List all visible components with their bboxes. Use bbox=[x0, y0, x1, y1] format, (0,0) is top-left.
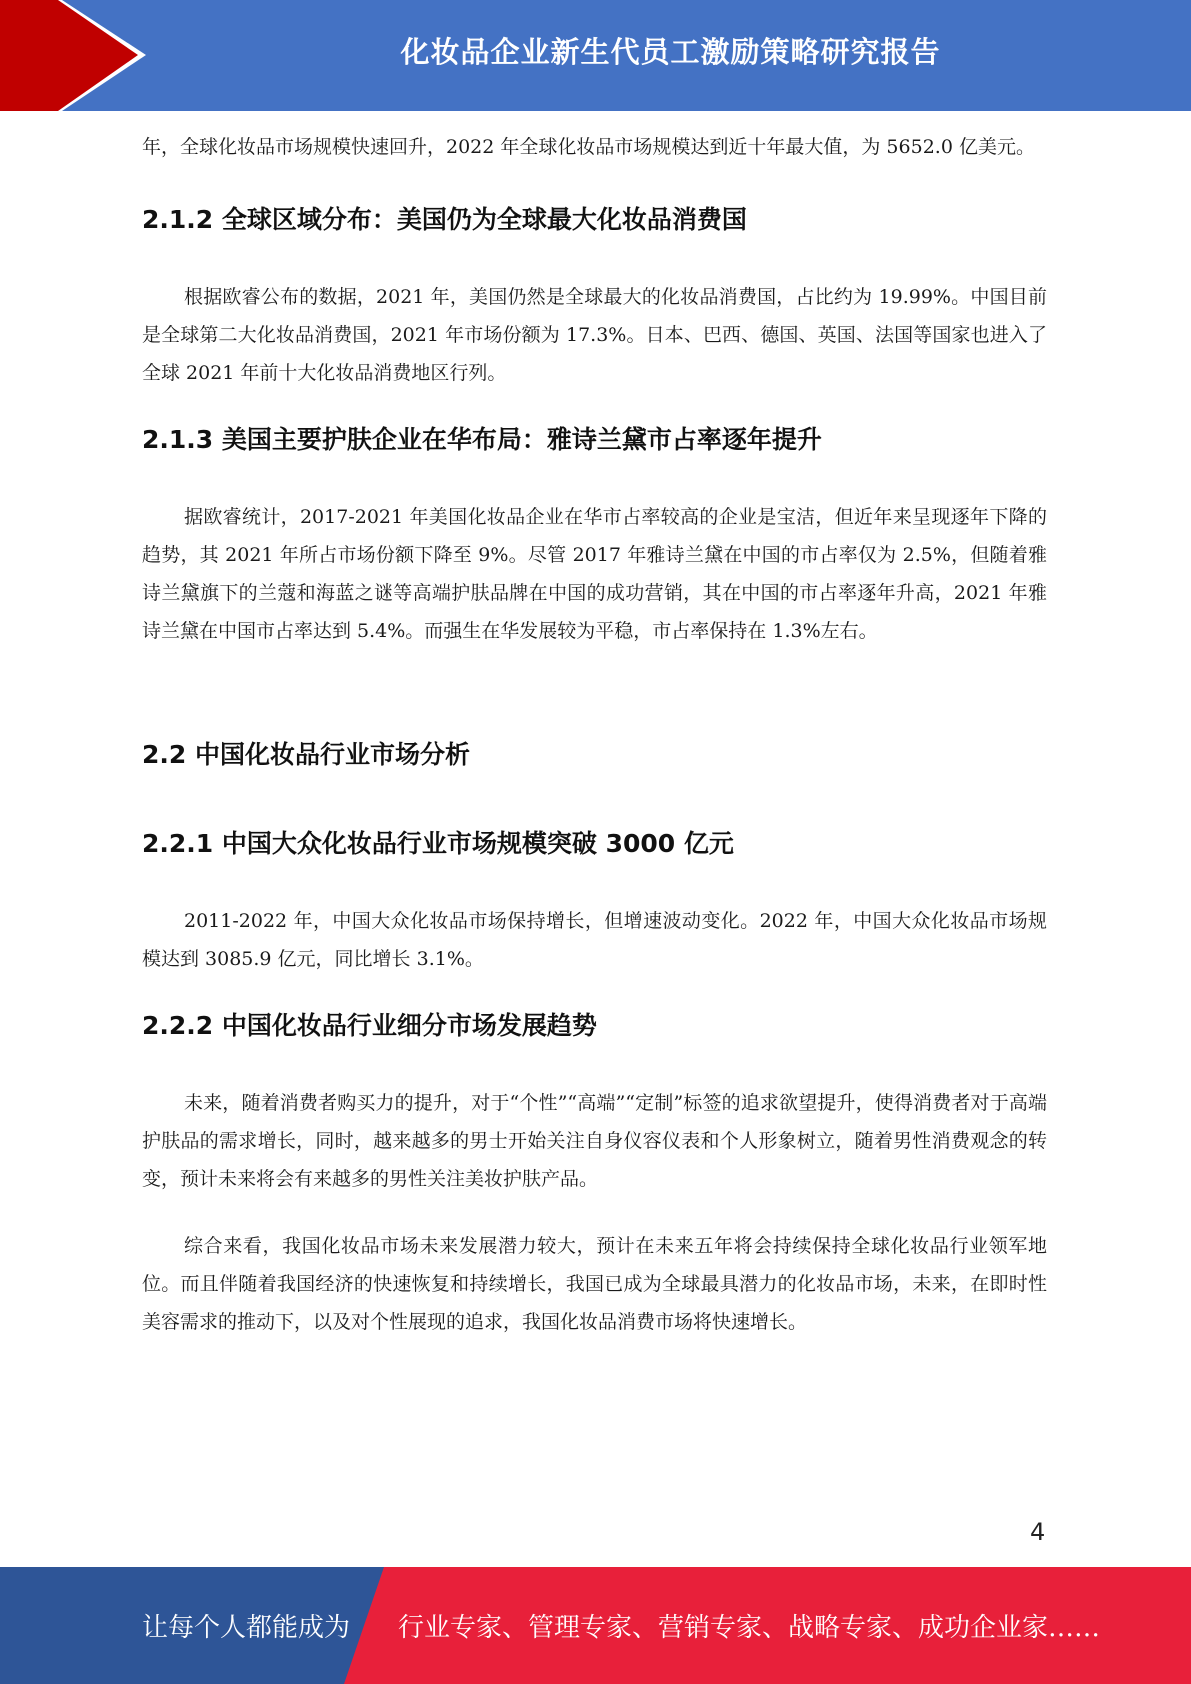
header-arrow-decoration bbox=[0, 0, 160, 111]
paragraph-market-scale: 年，全球化妆品市场规模快速回升，2022 年全球化妆品市场规模达到近十年最大值，为 5652.0 亿美元。 bbox=[142, 136, 1035, 158]
paragraph-trend-future: 未来，随着消费者购买力的提升，对于“个性”“高端”“定制”标签的追求欲望提升，使得消费者对于高端护肤品的需求增长，同时，越来越多的男士开始关注自身仪容仪表和个人形象树立，随着男性消费观念的转变，预计未来将会有来越多的男性关注美妆护肤产品。 bbox=[142, 1092, 1047, 1190]
heading-2-1-3: 2.1.3 美国主要护肤企业在华布局：雅诗兰黛市占率逐年提升 bbox=[142, 425, 822, 454]
footer-bar bbox=[0, 1567, 1191, 1684]
heading-2-2-2: 2.2.2 中国化妆品行业细分市场发展趋势 bbox=[142, 1011, 597, 1040]
paragraph-china-mass-market: 2011-2022 年，中国大众化妆品市场保持增长，但增速波动变化。2022 年，中国大众化妆品市场规模达到 3085.9 亿元，同比增长 3.1%。 bbox=[142, 910, 1047, 970]
paragraph-summary: 综合来看，我国化妆品市场未来发展潜力较大，预计在未来五年将会持续保持全球化妆品行业领军地位。而且伴随着我国经济的快速恢复和持续增长，我国已成为全球最具潜力的化妆品市场，未来，在即时性美容需求的推动下，以及对个性展现的追求，我国化妆品消费市场将快速增长。 bbox=[142, 1235, 1047, 1333]
heading-2-1-2: 2.1.2 全球区域分布：美国仍为全球最大化妆品消费国 bbox=[142, 205, 747, 234]
report-body bbox=[142, 128, 1047, 1341]
heading-2-2-1: 2.2.1 中国大众化妆品行业市场规模突破 3000 亿元 bbox=[142, 829, 734, 858]
report-title: 化妆品企业新生代员工激励策略研究报告 bbox=[400, 35, 941, 69]
footer-slogan-left: 让每个人都能成为 bbox=[142, 1613, 351, 1643]
paragraph-regional-distribution: 根据欧睿公布的数据，2021 年，美国仍然是全球最大的化妆品消费国，占比约为 19.99%。中国目前是全球第二大化妆品消费国，2021 年市场份额为 17.3%。日本、巴西、德国、英国、法国等国家也进入了全球 2021 年前十大化妆品消费地区行列。 bbox=[142, 286, 1047, 384]
heading-2-2: 2.2 中国化妆品行业市场分析 bbox=[142, 740, 470, 769]
footer-slogan-right: 行业专家、管理专家、营销专家、战略专家、成功企业家…… bbox=[398, 1613, 1101, 1643]
header-bar bbox=[0, 0, 1191, 111]
paragraph-us-companies: 据欧睿统计，2017-2021 年美国化妆品企业在华市占率较高的企业是宝洁，但近年来呈现逐年下降的趋势，其 2021 年所占市场份额下降至 9%。尽管 2017 年雅诗兰黛在中国的市占率仅为 2.5%，但随着雅诗兰黛旗下的兰蔻和海蓝之谜等高端护肤品牌在中国的成功营销，其在中国的市占率逐年升高，2021 年雅诗兰黛在中国市占率达到 5.4%。而强生在华发展较为平稳，市占率保持在 1.3%左右。 bbox=[142, 506, 1047, 642]
page-number: 4 bbox=[1030, 1518, 1046, 1546]
